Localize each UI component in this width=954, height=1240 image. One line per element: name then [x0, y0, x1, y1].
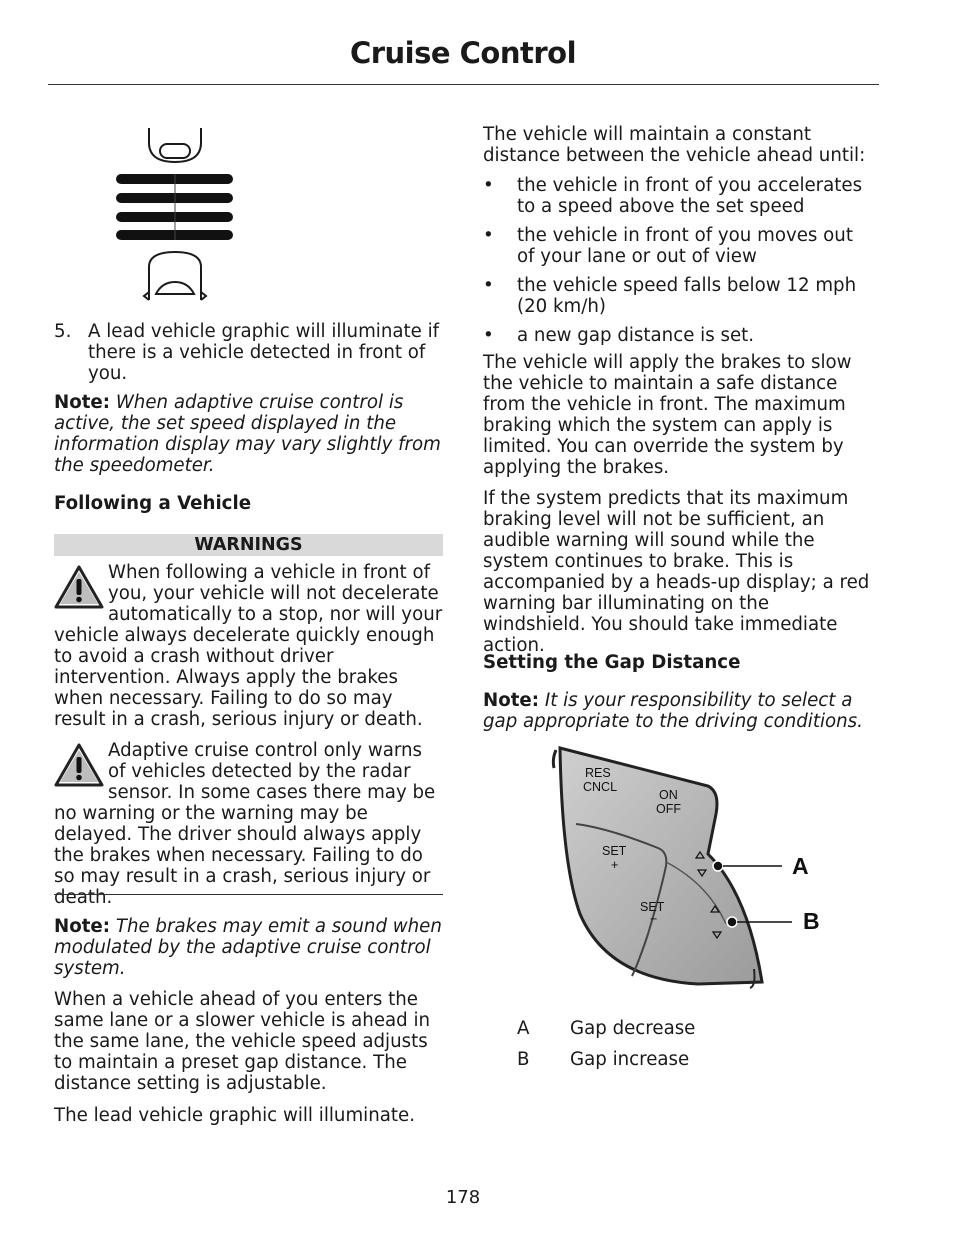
paragraph-gap-adjust: When a vehicle ahead of you enters the same lane or a slower vehicle is ahead in the same lane, the vehicle speed adjusts to maintain a preset gap distance. The distance setting is adjustable. [54, 989, 431, 1094]
callout-b: B [803, 908, 820, 934]
gap-display-graphic [110, 124, 240, 306]
title-rule [48, 84, 879, 85]
on-label: ON [659, 788, 678, 802]
cruise-control-switch-diagram [548, 744, 828, 992]
note-gap-responsibility: Note: It is your responsibility to select a gap appropriate to the driving conditions. [483, 690, 863, 732]
res-label: RES [585, 766, 611, 780]
section-heading-gap: Setting the Gap Distance [483, 652, 741, 673]
warning-triangle-icon [54, 742, 104, 788]
paragraph-lead-graphic: The lead vehicle graphic will illuminate. [54, 1105, 415, 1126]
note-brakes-sound: Note: The brakes may emit a sound when modulated by the adaptive cruise control system. [54, 916, 442, 979]
warning-triangle-icon [54, 564, 104, 610]
warning-1: When following a vehicle in front of you, your vehicle will not decelerate automatically to a stop, nor will your vehicle always decelerate quickly enough to avoid a crash without driver intervention. Always apply the brakes when necessary. Failing to do so may result in a crash, serious injury or death. [54, 562, 443, 730]
page-title: Cruise Control [349, 36, 577, 70]
page-number: 178 [445, 1187, 481, 1208]
list-item: • the vehicle speed falls below 12 mph (20 km/h) [483, 275, 857, 317]
cncl-label: CNCL [583, 780, 618, 794]
warnings-divider [54, 894, 443, 895]
callout-a: A [792, 853, 809, 879]
list-item: • the vehicle in front of you moves out of your lane or out of view [483, 225, 853, 267]
off-label: OFF [656, 802, 681, 816]
warnings-bar: WARNINGS [54, 534, 443, 556]
list-item: • the vehicle in front of you accelerates to a speed above the set speed [483, 175, 863, 217]
plus-sign: + [611, 858, 619, 872]
warning-2: Adaptive cruise control only warns of vehicles detected by the radar sensor. In some cases there may be no warning or the warning may be delayed. The driver should always apply the brakes when necessary. Failing to do so may result in a crash, serious injury or death. [54, 740, 436, 908]
list-item-5: 5. A lead vehicle graphic will illuminate if there is a vehicle detected in front of you. [54, 321, 440, 384]
paragraph-apply-brakes: The vehicle will apply the brakes to slow the vehicle to maintain a safe distance from the vehicle in front. The maximum braking which the system can apply is limited. You can override the system by applying the brakes. [483, 352, 852, 478]
note-set-speed: Note: When adaptive cruise control is active, the set speed displayed in the information display may vary slightly from the speedometer. [54, 392, 441, 476]
conditions-list [483, 175, 875, 346]
legend-row: A Gap decrease [517, 1018, 696, 1039]
set-minus-label: SET [640, 900, 665, 914]
diagram-legend [517, 1018, 695, 1080]
legend-row: B Gap increase [517, 1049, 690, 1070]
section-heading-following: Following a Vehicle [54, 493, 252, 514]
set-plus-label: SET [602, 844, 627, 858]
paragraph-maintain-distance: The vehicle will maintain a constant distance between the vehicle ahead until: [483, 124, 866, 166]
minus-sign: − [650, 912, 658, 926]
paragraph-braking-warning: If the system predicts that its maximum braking level will not be sufficient, an audible warning will sound while the system continues to brake. This is accompanied by a heads-up display; a red warning bar illuminating on the windshield. You should take immediate action. [483, 488, 870, 656]
list-item: • a new gap distance is set. [483, 325, 755, 346]
